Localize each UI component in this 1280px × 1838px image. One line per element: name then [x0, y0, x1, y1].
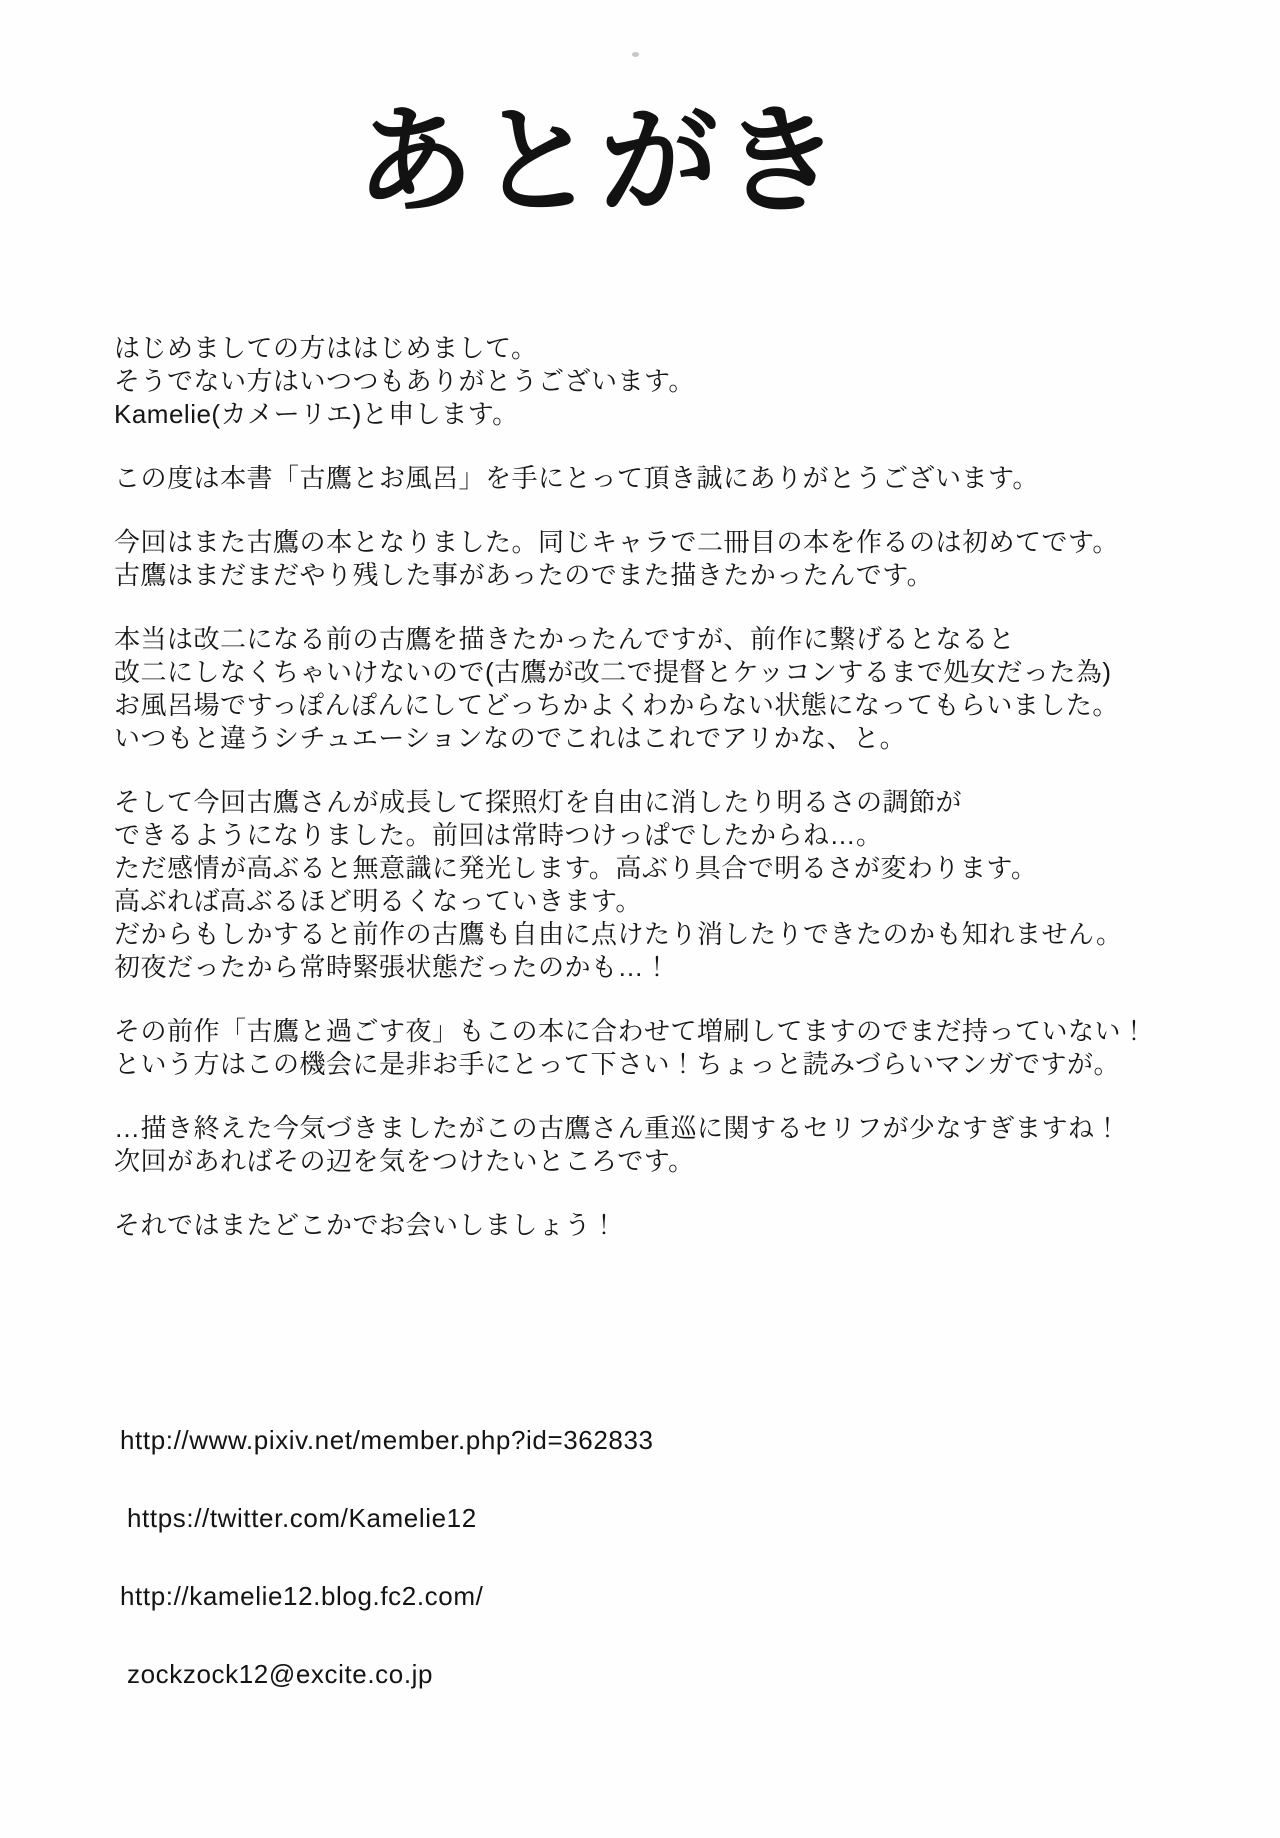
text-line: だからもしかすると前作の古鷹も自由に点けたり消したりできたのかも知れません。 [114, 919, 1123, 949]
paragraph [114, 526, 1220, 592]
text-line: という方はこの機会に是非お手にとって下さい！ちょっと読みづらいマンガですが。 [114, 1049, 1120, 1079]
text-line: できるようになりました。前回は常時つけっぱでしたからね…。 [114, 820, 883, 850]
text-line: その前作「古鷹と過ごす夜」もこの本に合わせて増刷してますのでまだ持っていない！ [114, 1016, 1148, 1046]
text-line: 高ぶれば高ぶるほど明るくなっていきます。 [114, 886, 642, 916]
text-line: Kamelie(カメーリエ)と申します。 [114, 399, 519, 429]
text-line: 本当は改二になる前の古鷹を描きたかったんですが、前作に繋げるとなると [114, 624, 1016, 654]
text-line: この度は本書「古鷹とお風呂」を手にとって頂き誠にありがとうございます。 [114, 463, 1039, 493]
text-line: 初夜だったから常時緊張状態だったのかも…！ [114, 952, 671, 982]
text-line: それではまたどこかでお会いしましょう！ [114, 1210, 618, 1240]
text-line: お風呂場ですっぽんぽんにしてどっちかよくわからない状態になってもらいました。 [114, 690, 1119, 720]
twitter-url-text: https://twitter.com/Kamelie12 [127, 1503, 477, 1533]
paragraph [114, 332, 1220, 431]
text-line: ただ感情が高ぶると無意識に発光します。高ぶり具合で明るさが変わります。 [114, 853, 1038, 883]
paragraph [114, 623, 1220, 755]
page-title: あとがき [355, 96, 844, 228]
text-line: 古鷹はまだまだやり残した事があったのでまた描きたかったんです。 [114, 560, 934, 590]
paragraph [114, 786, 1220, 984]
text-line: そうでない方はいつつもありがとうございます。 [114, 366, 695, 396]
text-line: はじめましての方ははじめまして。 [114, 333, 538, 363]
contact-links [120, 1424, 654, 1736]
pixiv-url-text: http://www.pixiv.net/member.php?id=362833 [120, 1425, 654, 1455]
text-line: 改二にしなくちゃいけないので(古鷹が改二で提督とケッコンするまで処女だった為) [114, 657, 1112, 687]
text-line: …描き終えた今気づきましたがこの古鷹さん重巡に関するセリフが少なすぎますね！ [114, 1113, 1122, 1143]
paragraph [114, 1112, 1220, 1178]
text-line: そして今回古鷹さんが成長して探照灯を自由に消したり明るさの調節が [114, 787, 963, 817]
text-line: 今回はまた古鷹の本となりました。同じキャラで二冊目の本を作るのは初めてです。 [114, 527, 1119, 557]
text-line: 次回があればその辺を気をつけたいところです。 [114, 1146, 695, 1176]
paragraph [114, 1209, 1220, 1242]
text-line: いつもと違うシチュエーションなのでこれはこれでアリかな、と。 [114, 723, 907, 753]
afterword-body [114, 332, 1220, 1242]
paragraph [114, 462, 1220, 495]
blog-url-text: http://kamelie12.blog.fc2.com/ [120, 1581, 484, 1611]
email-text: zockzock12@excite.co.jp [127, 1659, 434, 1689]
paragraph [114, 1015, 1220, 1081]
